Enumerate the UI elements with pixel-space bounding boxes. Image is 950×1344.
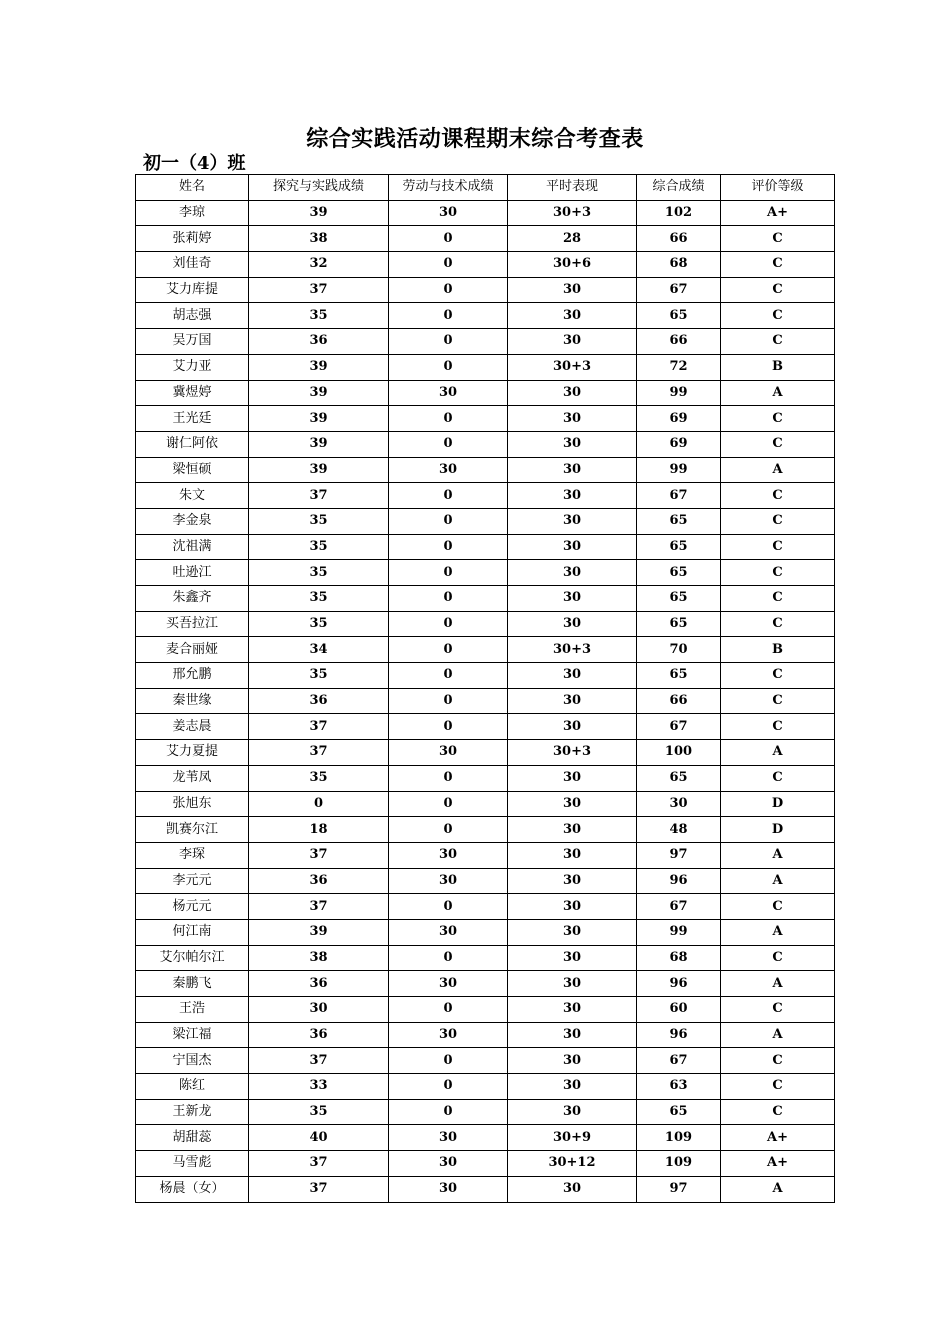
cell-grade-level: C	[721, 226, 835, 252]
cell-labor-score: 30	[389, 842, 508, 868]
cell-grade-level: C	[721, 1099, 835, 1125]
table-row	[136, 791, 835, 817]
cell-labor-score: 0	[389, 688, 508, 714]
column-header-total-score: 综合成绩	[637, 175, 721, 201]
cell-name: 王光廷	[136, 406, 249, 432]
cell-daily-performance: 30	[508, 663, 637, 689]
cell-daily-performance: 30+3	[508, 740, 637, 766]
cell-name: 艾尔帕尔江	[136, 945, 249, 971]
cell-total-score: 60	[637, 997, 721, 1023]
cell-name: 吐逊江	[136, 560, 249, 586]
cell-inquiry-score: 35	[249, 611, 389, 637]
cell-daily-performance: 30	[508, 1176, 637, 1202]
table-row	[136, 508, 835, 534]
cell-labor-score: 30	[389, 200, 508, 226]
cell-name: 谢仁阿依	[136, 431, 249, 457]
table-row	[136, 1099, 835, 1125]
cell-name: 王新龙	[136, 1099, 249, 1125]
cell-labor-score: 0	[389, 252, 508, 278]
cell-total-score: 30	[637, 791, 721, 817]
table-row	[136, 997, 835, 1023]
table-row	[136, 842, 835, 868]
cell-inquiry-score: 37	[249, 1048, 389, 1074]
cell-inquiry-score: 35	[249, 586, 389, 612]
cell-daily-performance: 30	[508, 868, 637, 894]
document-title: 综合实践活动课程期末综合考查表	[306, 126, 644, 152]
cell-labor-score: 0	[389, 945, 508, 971]
cell-grade-level: C	[721, 688, 835, 714]
cell-total-score: 65	[637, 303, 721, 329]
cell-daily-performance: 30	[508, 611, 637, 637]
cell-total-score: 70	[637, 637, 721, 663]
cell-daily-performance: 30	[508, 842, 637, 868]
cell-grade-level: D	[721, 817, 835, 843]
table-row	[136, 303, 835, 329]
table-row	[136, 226, 835, 252]
cell-inquiry-score: 36	[249, 868, 389, 894]
cell-total-score: 96	[637, 868, 721, 894]
table-row	[136, 971, 835, 997]
cell-grade-level: A+	[721, 1125, 835, 1151]
class-label: 初一（4）班	[143, 153, 246, 174]
cell-grade-level: A+	[721, 1151, 835, 1177]
cell-total-score: 68	[637, 252, 721, 278]
cell-total-score: 67	[637, 483, 721, 509]
cell-grade-level: C	[721, 663, 835, 689]
cell-total-score: 48	[637, 817, 721, 843]
cell-grade-level: C	[721, 483, 835, 509]
cell-name: 胡甜蕊	[136, 1125, 249, 1151]
cell-total-score: 66	[637, 226, 721, 252]
cell-grade-level: A	[721, 868, 835, 894]
cell-labor-score: 30	[389, 380, 508, 406]
cell-labor-score: 30	[389, 971, 508, 997]
table-row	[136, 483, 835, 509]
cell-name: 何江南	[136, 919, 249, 945]
cell-total-score: 65	[637, 534, 721, 560]
cell-inquiry-score: 36	[249, 971, 389, 997]
cell-grade-level: A	[721, 842, 835, 868]
cell-name: 沈祖满	[136, 534, 249, 560]
cell-grade-level: C	[721, 560, 835, 586]
table-row	[136, 714, 835, 740]
cell-name: 艾力亚	[136, 354, 249, 380]
cell-labor-score: 0	[389, 277, 508, 303]
cell-daily-performance: 30	[508, 971, 637, 997]
cell-daily-performance: 30	[508, 303, 637, 329]
cell-grade-level: C	[721, 431, 835, 457]
cell-labor-score: 30	[389, 868, 508, 894]
column-header-labor-score: 劳动与技术成绩	[389, 175, 508, 201]
table-row	[136, 329, 835, 355]
cell-daily-performance: 30	[508, 406, 637, 432]
cell-name: 李琛	[136, 842, 249, 868]
cell-name: 吴万国	[136, 329, 249, 355]
cell-grade-level: C	[721, 714, 835, 740]
cell-daily-performance: 30	[508, 277, 637, 303]
cell-daily-performance: 30	[508, 997, 637, 1023]
cell-inquiry-score: 30	[249, 997, 389, 1023]
cell-name: 买吾拉江	[136, 611, 249, 637]
cell-name: 张莉婷	[136, 226, 249, 252]
cell-total-score: 67	[637, 714, 721, 740]
grades-table	[135, 174, 835, 1203]
cell-labor-score: 0	[389, 329, 508, 355]
cell-name: 李琼	[136, 200, 249, 226]
cell-inquiry-score: 38	[249, 226, 389, 252]
cell-name: 杨晨（女）	[136, 1176, 249, 1202]
cell-inquiry-score: 39	[249, 380, 389, 406]
cell-total-score: 102	[637, 200, 721, 226]
cell-name: 冀煜婷	[136, 380, 249, 406]
cell-daily-performance: 30+3	[508, 200, 637, 226]
cell-labor-score: 30	[389, 1022, 508, 1048]
cell-labor-score: 0	[389, 791, 508, 817]
table-row	[136, 200, 835, 226]
cell-daily-performance: 30	[508, 714, 637, 740]
cell-grade-level: C	[721, 508, 835, 534]
cell-total-score: 96	[637, 1022, 721, 1048]
cell-grade-level: B	[721, 637, 835, 663]
cell-daily-performance: 30	[508, 894, 637, 920]
cell-inquiry-score: 37	[249, 842, 389, 868]
cell-grade-level: C	[721, 1048, 835, 1074]
cell-grade-level: C	[721, 765, 835, 791]
table-row	[136, 406, 835, 432]
cell-total-score: 99	[637, 919, 721, 945]
cell-inquiry-score: 35	[249, 560, 389, 586]
cell-inquiry-score: 36	[249, 329, 389, 355]
cell-daily-performance: 30	[508, 329, 637, 355]
cell-name: 麦合丽娅	[136, 637, 249, 663]
cell-daily-performance: 30	[508, 1099, 637, 1125]
cell-labor-score: 0	[389, 303, 508, 329]
cell-name: 朱文	[136, 483, 249, 509]
cell-grade-level: C	[721, 894, 835, 920]
cell-labor-score: 0	[389, 354, 508, 380]
table-row	[136, 740, 835, 766]
table-row	[136, 945, 835, 971]
cell-total-score: 65	[637, 560, 721, 586]
cell-labor-score: 0	[389, 226, 508, 252]
cell-total-score: 65	[637, 508, 721, 534]
cell-grade-level: A	[721, 1176, 835, 1202]
cell-daily-performance: 30	[508, 919, 637, 945]
cell-labor-score: 30	[389, 1125, 508, 1151]
cell-name: 艾力夏提	[136, 740, 249, 766]
cell-inquiry-score: 37	[249, 1176, 389, 1202]
table-row	[136, 1125, 835, 1151]
cell-total-score: 67	[637, 1048, 721, 1074]
cell-inquiry-score: 37	[249, 894, 389, 920]
cell-total-score: 65	[637, 611, 721, 637]
cell-labor-score: 0	[389, 586, 508, 612]
table-row	[136, 611, 835, 637]
cell-inquiry-score: 39	[249, 354, 389, 380]
cell-name: 陈红	[136, 1074, 249, 1100]
table-row	[136, 380, 835, 406]
cell-total-score: 96	[637, 971, 721, 997]
table-row	[136, 457, 835, 483]
cell-daily-performance: 28	[508, 226, 637, 252]
cell-daily-performance: 30+12	[508, 1151, 637, 1177]
cell-labor-score: 30	[389, 1176, 508, 1202]
cell-labor-score: 0	[389, 637, 508, 663]
cell-inquiry-score: 35	[249, 534, 389, 560]
column-header-name: 姓名	[136, 175, 249, 201]
cell-grade-level: A+	[721, 200, 835, 226]
cell-labor-score: 0	[389, 997, 508, 1023]
cell-inquiry-score: 39	[249, 200, 389, 226]
column-header-daily-performance: 平时表现	[508, 175, 637, 201]
cell-inquiry-score: 0	[249, 791, 389, 817]
cell-inquiry-score: 40	[249, 1125, 389, 1151]
cell-name: 龙苇凤	[136, 765, 249, 791]
table-header-row	[136, 175, 835, 201]
cell-labor-score: 0	[389, 483, 508, 509]
cell-labor-score: 0	[389, 817, 508, 843]
table-row	[136, 894, 835, 920]
cell-daily-performance: 30	[508, 508, 637, 534]
cell-name: 秦世缘	[136, 688, 249, 714]
cell-total-score: 65	[637, 1099, 721, 1125]
cell-grade-level: C	[721, 997, 835, 1023]
cell-daily-performance: 30	[508, 534, 637, 560]
cell-total-score: 65	[637, 663, 721, 689]
cell-total-score: 65	[637, 765, 721, 791]
cell-grade-level: C	[721, 611, 835, 637]
cell-total-score: 100	[637, 740, 721, 766]
cell-inquiry-score: 36	[249, 688, 389, 714]
cell-inquiry-score: 39	[249, 431, 389, 457]
cell-labor-score: 30	[389, 457, 508, 483]
table-row	[136, 534, 835, 560]
cell-name: 邢允鹏	[136, 663, 249, 689]
cell-labor-score: 0	[389, 534, 508, 560]
cell-labor-score: 0	[389, 406, 508, 432]
cell-total-score: 67	[637, 277, 721, 303]
cell-daily-performance: 30	[508, 586, 637, 612]
cell-labor-score: 0	[389, 1099, 508, 1125]
cell-inquiry-score: 34	[249, 637, 389, 663]
cell-total-score: 97	[637, 842, 721, 868]
cell-inquiry-score: 37	[249, 483, 389, 509]
cell-total-score: 109	[637, 1125, 721, 1151]
cell-grade-level: C	[721, 406, 835, 432]
cell-grade-level: C	[721, 586, 835, 612]
table-row	[136, 817, 835, 843]
cell-total-score: 66	[637, 688, 721, 714]
cell-name: 姜志晨	[136, 714, 249, 740]
cell-name: 马雪彪	[136, 1151, 249, 1177]
table-row	[136, 1176, 835, 1202]
cell-labor-score: 0	[389, 663, 508, 689]
cell-labor-score: 0	[389, 894, 508, 920]
cell-name: 秦鹏飞	[136, 971, 249, 997]
column-header-inquiry-score: 探究与实践成绩	[249, 175, 389, 201]
cell-name: 张旭东	[136, 791, 249, 817]
cell-daily-performance: 30+9	[508, 1125, 637, 1151]
cell-grade-level: A	[721, 919, 835, 945]
cell-total-score: 99	[637, 457, 721, 483]
cell-labor-score: 0	[389, 431, 508, 457]
cell-daily-performance: 30	[508, 1048, 637, 1074]
cell-inquiry-score: 33	[249, 1074, 389, 1100]
cell-name: 凯赛尔江	[136, 817, 249, 843]
table-row	[136, 919, 835, 945]
cell-inquiry-score: 32	[249, 252, 389, 278]
cell-daily-performance: 30	[508, 791, 637, 817]
cell-inquiry-score: 39	[249, 457, 389, 483]
cell-labor-score: 30	[389, 1151, 508, 1177]
table-row	[136, 1048, 835, 1074]
cell-daily-performance: 30	[508, 688, 637, 714]
cell-inquiry-score: 39	[249, 919, 389, 945]
cell-inquiry-score: 35	[249, 765, 389, 791]
cell-total-score: 69	[637, 406, 721, 432]
cell-name: 梁江福	[136, 1022, 249, 1048]
cell-grade-level: A	[721, 971, 835, 997]
table-row	[136, 252, 835, 278]
cell-inquiry-score: 37	[249, 277, 389, 303]
cell-inquiry-score: 18	[249, 817, 389, 843]
cell-grade-level: C	[721, 252, 835, 278]
column-header-grade-level: 评价等级	[721, 175, 835, 201]
cell-labor-score: 0	[389, 714, 508, 740]
table-row	[136, 431, 835, 457]
cell-inquiry-score: 37	[249, 714, 389, 740]
cell-daily-performance: 30+3	[508, 354, 637, 380]
cell-daily-performance: 30	[508, 945, 637, 971]
cell-daily-performance: 30	[508, 380, 637, 406]
cell-name: 朱鑫齐	[136, 586, 249, 612]
cell-name: 艾力库提	[136, 277, 249, 303]
cell-total-score: 109	[637, 1151, 721, 1177]
cell-name: 宁国杰	[136, 1048, 249, 1074]
cell-name: 王浩	[136, 997, 249, 1023]
cell-labor-score: 0	[389, 765, 508, 791]
cell-daily-performance: 30	[508, 560, 637, 586]
cell-grade-level: B	[721, 354, 835, 380]
cell-inquiry-score: 38	[249, 945, 389, 971]
cell-name: 胡志强	[136, 303, 249, 329]
cell-grade-level: A	[721, 380, 835, 406]
table-row	[136, 765, 835, 791]
cell-daily-performance: 30+3	[508, 637, 637, 663]
cell-inquiry-score: 35	[249, 508, 389, 534]
cell-labor-score: 0	[389, 611, 508, 637]
cell-inquiry-score: 37	[249, 740, 389, 766]
cell-daily-performance: 30	[508, 1022, 637, 1048]
cell-labor-score: 0	[389, 1048, 508, 1074]
cell-inquiry-score: 37	[249, 1151, 389, 1177]
cell-inquiry-score: 35	[249, 303, 389, 329]
cell-daily-performance: 30	[508, 483, 637, 509]
cell-grade-level: C	[721, 277, 835, 303]
cell-total-score: 67	[637, 894, 721, 920]
table-row	[136, 560, 835, 586]
cell-daily-performance: 30+6	[508, 252, 637, 278]
table-body	[136, 200, 835, 1202]
cell-name: 梁恒硕	[136, 457, 249, 483]
table-row	[136, 637, 835, 663]
cell-name: 刘佳奇	[136, 252, 249, 278]
cell-total-score: 72	[637, 354, 721, 380]
cell-daily-performance: 30	[508, 431, 637, 457]
cell-total-score: 99	[637, 380, 721, 406]
cell-labor-score: 0	[389, 1074, 508, 1100]
table-row	[136, 1022, 835, 1048]
cell-grade-level: C	[721, 534, 835, 560]
cell-total-score: 63	[637, 1074, 721, 1100]
cell-name: 李金泉	[136, 508, 249, 534]
table-row	[136, 277, 835, 303]
cell-total-score: 68	[637, 945, 721, 971]
table-row	[136, 586, 835, 612]
table-row	[136, 868, 835, 894]
table-row	[136, 688, 835, 714]
cell-grade-level: A	[721, 1022, 835, 1048]
table-row	[136, 1074, 835, 1100]
cell-daily-performance: 30	[508, 457, 637, 483]
cell-total-score: 69	[637, 431, 721, 457]
cell-grade-level: A	[721, 457, 835, 483]
cell-grade-level: C	[721, 945, 835, 971]
cell-labor-score: 0	[389, 508, 508, 534]
cell-labor-score: 30	[389, 740, 508, 766]
cell-labor-score: 0	[389, 560, 508, 586]
cell-name: 李元元	[136, 868, 249, 894]
cell-inquiry-score: 35	[249, 1099, 389, 1125]
cell-total-score: 66	[637, 329, 721, 355]
cell-labor-score: 30	[389, 919, 508, 945]
cell-grade-level: C	[721, 1074, 835, 1100]
table-row	[136, 663, 835, 689]
table-row	[136, 1151, 835, 1177]
cell-name: 杨元元	[136, 894, 249, 920]
cell-total-score: 65	[637, 586, 721, 612]
cell-grade-level: C	[721, 329, 835, 355]
table-row	[136, 354, 835, 380]
cell-inquiry-score: 35	[249, 663, 389, 689]
cell-grade-level: D	[721, 791, 835, 817]
cell-daily-performance: 30	[508, 817, 637, 843]
cell-inquiry-score: 36	[249, 1022, 389, 1048]
cell-daily-performance: 30	[508, 1074, 637, 1100]
cell-inquiry-score: 39	[249, 406, 389, 432]
cell-daily-performance: 30	[508, 765, 637, 791]
cell-total-score: 97	[637, 1176, 721, 1202]
cell-grade-level: C	[721, 303, 835, 329]
cell-grade-level: A	[721, 740, 835, 766]
